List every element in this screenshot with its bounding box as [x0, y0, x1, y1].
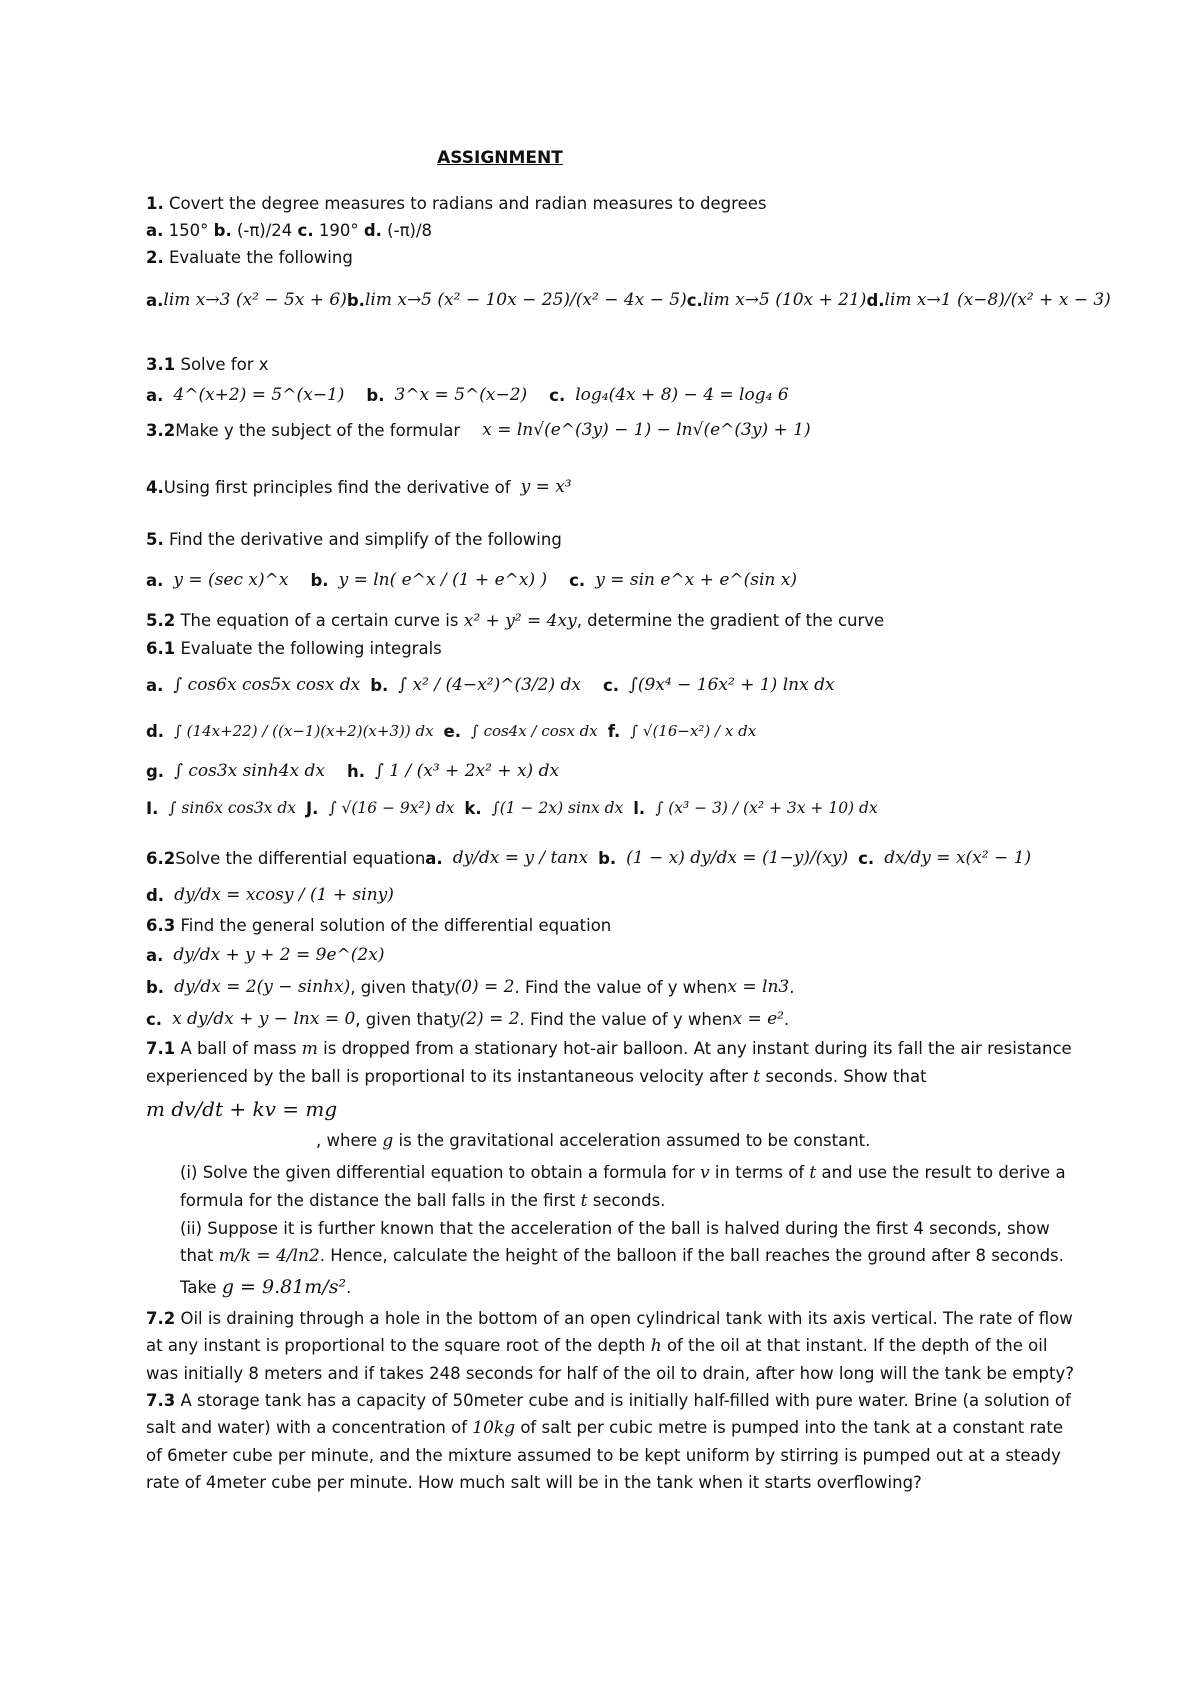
question-7-2	[146, 1305, 1076, 1387]
question-text: Solve for x	[175, 355, 269, 374]
page-title: ASSIGNMENT	[437, 148, 563, 168]
equation: m dv/dt + kv = mg	[146, 1097, 338, 1121]
part-label: a.	[146, 290, 164, 310]
question-6-3	[146, 912, 1076, 939]
question-1	[146, 190, 1076, 217]
question-text: Covert the degree measures to radians and radian measures to degrees	[163, 194, 767, 213]
part-b: (1 − x) dy/dx = (1−y)/(xy)	[626, 847, 849, 868]
question-text: A storage tank has a capacity of 50meter cube and is initially half-filled with pure water. Brine (a solution of salt and water) with a concentration of	[146, 1391, 1071, 1437]
text: (ii) Suppose it is further known that the acceleration of the ball is halved during the first 4 seconds, show that	[180, 1219, 1050, 1265]
question-7-1-equation	[146, 1091, 1076, 1127]
question-6-1-row-3	[146, 754, 1076, 788]
part-label: b.	[598, 848, 617, 868]
question-3-1-parts	[146, 378, 1076, 412]
condition: y(0) = 2	[444, 976, 515, 997]
part-label: c.	[297, 221, 314, 240]
question-number: 7.3	[146, 1391, 176, 1410]
part-c: lim x→5 (10x + 21)	[702, 289, 867, 310]
text: in terms of	[709, 1163, 810, 1182]
part-label: b.	[146, 977, 165, 997]
part-d: ∫ (14x+22) / ((x−1)(x+2)(x+3)) dx	[174, 721, 434, 740]
value: x = ln3	[727, 976, 790, 997]
question-number: 5.	[146, 530, 164, 549]
var-t: t	[809, 1163, 817, 1183]
text: and use the result to derive a formula for the distance the ball falls in the first	[180, 1163, 1066, 1210]
question-6-3-part-b	[146, 971, 1076, 1003]
question-2-parts	[146, 271, 1111, 329]
question-text: The equation of a certain curve is	[175, 611, 464, 630]
part-b: lim x→5 (x² − 10x − 25)/(x² − 4x − 5)	[364, 289, 687, 310]
question-text: Solve the differential equation	[175, 848, 426, 868]
question-number: 2.	[146, 248, 164, 267]
question-number: 3.2	[146, 420, 176, 440]
part-h: ∫ 1 / (x³ + 2x² + x) dx	[375, 760, 560, 781]
part-i: ∫ sin6x cos3x dx	[168, 798, 297, 817]
part-c: y = sin e^x + e^(sin x)	[595, 569, 797, 590]
part-label: a.	[146, 385, 164, 405]
part-b: y = ln( e^x / (1 + e^x) )	[338, 569, 548, 590]
part-g: ∫ cos3x sinh4x dx	[174, 760, 325, 781]
part-d: lim x→1 (x−8)/(x² + x − 3)	[884, 289, 1111, 310]
question-7-1-part-ii	[146, 1215, 1076, 1270]
part-a: dy/dx = y / tanx	[452, 847, 589, 868]
part-c: x dy/dx + y − lnx = 0	[172, 1008, 356, 1029]
part-label: b.	[346, 290, 365, 310]
question-number: 3.1	[146, 355, 176, 374]
question-number: 6.1	[146, 639, 176, 658]
part-b: ∫ x² / (4−x²)^(3/2) dx	[398, 674, 581, 695]
part-f: ∫ √(16−x²) / x dx	[630, 721, 757, 740]
part-label: c.	[146, 1009, 163, 1029]
part-label: c.	[569, 570, 586, 590]
concentration: 10kg	[472, 1418, 516, 1438]
part-label: b.	[366, 385, 385, 405]
part-b: (-π)/24	[231, 221, 298, 240]
text: Take	[180, 1278, 222, 1297]
part-d: (-π)/8	[381, 221, 433, 240]
var-v: v	[700, 1163, 710, 1183]
part-label: c.	[686, 290, 703, 310]
question-1-parts	[146, 217, 1076, 244]
text: is the gravitational acceleration assumed to be constant.	[393, 1131, 871, 1150]
question-text: Evaluate the following	[163, 248, 353, 267]
part-label: b.	[370, 675, 389, 695]
part-label: k.	[464, 798, 482, 818]
part-a: dy/dx + y + 2 = 9e^(2x)	[173, 944, 385, 965]
part-k: ∫(1 − 2x) sinx dx	[491, 798, 624, 817]
question-2	[146, 244, 1076, 271]
part-label: b.	[310, 570, 329, 590]
question-5-2	[146, 607, 1076, 635]
part-label: g.	[146, 761, 165, 781]
part-label: I.	[146, 798, 159, 818]
text: .	[783, 1009, 790, 1029]
question-text: Find the general solution of the differential equation	[175, 916, 612, 935]
formula: x = ln√(e^(3y) − 1) − ln√(e^(3y) + 1)	[482, 419, 811, 440]
part-c: ∫(9x⁴ − 16x² + 1) lnx dx	[629, 674, 835, 695]
var-t: t	[753, 1067, 761, 1087]
question-7-1-part-i	[146, 1159, 1076, 1215]
question-6-3-part-a	[146, 939, 1076, 971]
question-number: 7.1	[146, 1039, 176, 1058]
part-label: J.	[306, 798, 319, 818]
part-label: a.	[146, 945, 164, 965]
question-text: Make y the subject of the formular	[175, 420, 461, 440]
question-text: is dropped from a stationary hot-air balloon. At any instant during its fall the air resistance experienced by the ball is proportional to its instantaneous velocity after	[146, 1039, 1072, 1086]
var-h: h	[650, 1336, 662, 1356]
part-a: 150°	[163, 221, 214, 240]
var-t: t	[580, 1191, 588, 1211]
text: .	[789, 977, 795, 997]
var-m: m	[301, 1039, 318, 1059]
question-3-2	[146, 412, 1076, 448]
part-label: b.	[213, 221, 232, 240]
part-a: ∫ cos6x cos5x cosx dx	[173, 674, 361, 695]
question-text: Evaluate the following integrals	[175, 639, 442, 658]
part-l: ∫ (x³ − 3) / (x² + 3x + 10) dx	[655, 798, 878, 817]
part-a: y = (sec x)^x	[173, 569, 289, 590]
part-label: c.	[602, 675, 620, 695]
text: , where	[316, 1131, 383, 1150]
part-label: a.	[425, 848, 443, 868]
part-a: 4^(x+2) = 5^(x−1)	[173, 384, 345, 405]
part-label: a.	[146, 221, 164, 240]
question-text: of salt per cubic metre is pumped into the tank at a constant rate of 6meter cube per minute, and the mixture assumed to be kept uniform by stirring is pumped out at a steady rate of 4meter cube per minute. How much salt will be in the tank when it starts overflowing?	[146, 1418, 1064, 1492]
question-6-3-part-c	[146, 1003, 1076, 1035]
part-c: dx/dy = x(x² − 1)	[884, 847, 1032, 868]
question-7-1	[146, 1035, 1076, 1091]
condition: y(2) = 2	[449, 1008, 520, 1029]
part-j: ∫ √(16 − 9x²) dx	[328, 798, 455, 817]
question-6-2	[146, 838, 1076, 878]
question-7-1-take	[146, 1274, 1076, 1301]
question-6-1	[146, 635, 1076, 662]
part-label: d.	[866, 290, 885, 310]
part-c: 190°	[313, 221, 364, 240]
part-b: 3^x = 5^(x−2)	[394, 384, 528, 405]
question-7-3	[146, 1387, 1076, 1496]
formula: g = 9.81m/s²	[221, 1276, 347, 1298]
part-c: log₄(4x + 8) − 4 = log₄ 6	[575, 384, 789, 405]
part-label: h.	[346, 761, 365, 781]
part-label: d.	[363, 221, 382, 240]
part-e: ∫ cos4x / cosx dx	[471, 721, 598, 740]
question-text: of the oil at that instant. If the depth of the oil was initially 8 meters and if takes 248 seconds for half of the oil to drain, after how long will the tank be empty?	[146, 1336, 1074, 1383]
part-label: d.	[146, 885, 165, 905]
part-label: a.	[146, 570, 164, 590]
question-3-1	[146, 351, 1076, 378]
part-label: l.	[633, 798, 646, 818]
question-5	[146, 526, 1076, 553]
question-7-1-where	[146, 1127, 1076, 1155]
question-number: 5.2	[146, 611, 176, 630]
part-d: dy/dx = xcosy / (1 + siny)	[174, 884, 394, 905]
part-label: c.	[858, 848, 875, 868]
text: . Hence, calculate the height of the balloon if the ball reaches the ground after 8 seconds.	[319, 1246, 1064, 1265]
question-6-1-row-2	[146, 708, 1076, 754]
part-label: a.	[146, 675, 164, 695]
question-number: 6.3	[146, 916, 176, 935]
part-a: lim x→3 (x² − 5x + 6)	[163, 289, 347, 310]
question-text: , determine the gradient of the curve	[576, 611, 885, 630]
question-6-1-row-1	[146, 662, 1076, 708]
question-number: 6.2	[146, 848, 176, 868]
text: . Find the value of y when	[514, 977, 728, 997]
text: .	[346, 1278, 352, 1297]
question-number: 4.	[146, 477, 164, 497]
var-g: g	[382, 1131, 394, 1151]
question-number: 1.	[146, 194, 164, 213]
text: (i) Solve the given differential equation to obtain a formula for	[180, 1163, 701, 1182]
question-5-parts	[146, 553, 1076, 607]
part-b: dy/dx = 2(y − sinhx)	[174, 976, 351, 997]
formula: y = x³	[520, 476, 572, 497]
question-text: Using first principles find the derivative of	[163, 477, 511, 497]
text: , given that	[350, 977, 445, 997]
formula: m/k = 4/ln2	[218, 1246, 320, 1266]
assignment-body	[146, 190, 1111, 1496]
question-text: Oil is draining through a hole in the bottom of an open cylindrical tank with its axis vertical. The rate of flow at any instant is proportional to the square root of the depth	[146, 1309, 1073, 1355]
text: seconds.	[587, 1191, 666, 1210]
question-6-1-row-4	[146, 788, 1076, 828]
question-4	[146, 470, 1076, 504]
question-number: 7.2	[146, 1309, 176, 1328]
question-text: seconds. Show that	[760, 1067, 927, 1086]
part-label: d.	[146, 721, 165, 741]
question-6-2-part-d	[146, 878, 1076, 912]
text: , given that	[355, 1009, 450, 1029]
part-label: c.	[549, 385, 566, 405]
text: . Find the value of y when	[519, 1009, 733, 1029]
part-label: f.	[607, 721, 621, 741]
question-text: A ball of mass	[175, 1039, 302, 1058]
value: x = e²	[732, 1008, 784, 1029]
formula: x² + y² = 4xy	[463, 611, 577, 631]
part-label: e.	[443, 721, 462, 741]
question-text: Find the derivative and simplify of the following	[163, 530, 562, 549]
